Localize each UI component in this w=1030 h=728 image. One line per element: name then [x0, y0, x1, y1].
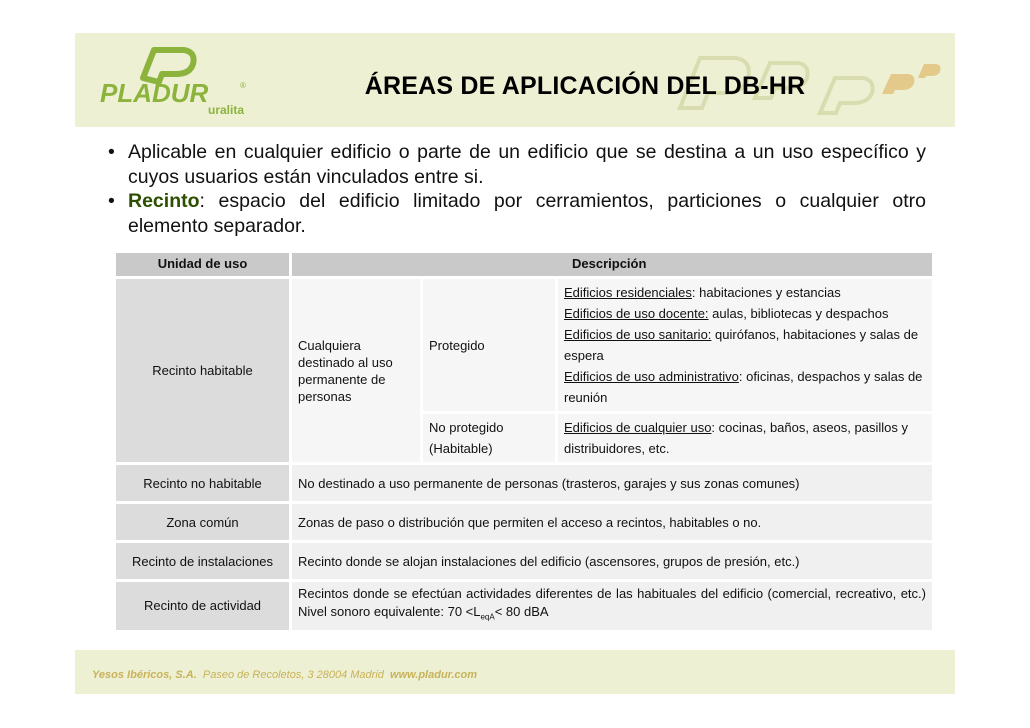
header-unidad-de-uso: Unidad de uso — [116, 253, 289, 276]
footer-address: Paseo de Recoletos, 3 28004 Madrid — [202, 669, 384, 681]
table-header-row — [116, 253, 932, 276]
pladur-logo-mark — [98, 44, 268, 118]
zona-comun-label: Zona común — [116, 504, 289, 540]
footer-text — [92, 669, 477, 681]
recinto-habitable-label: Recinto habitable — [116, 279, 289, 462]
bullet-item — [108, 140, 926, 189]
table-row — [116, 279, 932, 411]
svg-text:PLADUR: PLADUR — [100, 78, 209, 108]
recinto-instalaciones-label: Recinto de instalaciones — [116, 543, 289, 579]
recinto-no-habitable-label: Recinto no habitable — [116, 465, 289, 501]
recinto-term: Recinto — [128, 190, 200, 212]
bullet-item — [108, 189, 926, 238]
footer-web[interactable]: www.pladur.com — [390, 669, 478, 681]
actividad-desc: Recintos donde se efectúan actividades diferentes de las habituales del edificio (comercial, recreativo, etc.) Nivel sonoro equivalente: $70 <L_{eqA}< 80$ dBA — [292, 582, 932, 630]
desc-docente: Edificios de uso docente: aulas, bibliotecas y despachos — [564, 306, 889, 321]
no-protegido-cell: No protegido (Habitable) — [423, 414, 555, 462]
bullet-text: Aplicable en cualquier edificio o parte de un edificio que se destina a un uso específico y cuyos usuarios están vinculados entre si. — [128, 141, 926, 188]
header-descripcion: Descripción — [292, 253, 932, 276]
bullet-dot: • — [108, 190, 115, 212]
table-row — [116, 504, 932, 540]
table-row — [116, 543, 932, 579]
bullet-dot: • — [108, 141, 115, 163]
page-title: ÁREAS DE APLICACIÓN DEL DB-HR — [364, 72, 806, 100]
protegido-desc-cell — [558, 279, 932, 411]
desc-sanitario: Edificios de uso sanitario: quirófanos, habitaciones y salas de espera — [564, 327, 919, 363]
protegido-cell: Protegido — [423, 279, 555, 411]
svg-text:uralita: uralita — [208, 103, 245, 117]
recinto-definition: : espacio del edificio limitado por cerramientos, particiones o cualquier otro elemento separador. — [128, 190, 926, 237]
zona-comun-desc: Zonas de paso o distribución que permiten el acceso a recintos, habitables o no. — [292, 504, 932, 540]
recinto-actividad-label: Recinto de actividad — [116, 582, 289, 630]
bullet-text — [128, 189, 926, 238]
table-row — [116, 465, 932, 501]
habitable-use-cell: Cualquiera destinado al uso permanente de personas — [292, 279, 420, 462]
table-row — [116, 582, 932, 630]
desc-residenciales: Edificios residenciales: habitaciones y estancias — [564, 285, 841, 300]
bullet-list — [108, 140, 926, 238]
footer-company: Yesos Ibéricos, S.A. — [92, 669, 197, 681]
svg-text:®: ® — [240, 81, 246, 90]
pladur-logo — [98, 44, 268, 118]
no-protegido-desc-cell: Edificios de cualquier uso: cocinas, baños, aseos, pasillos y distribuidores, etc. — [558, 414, 932, 462]
use-units-table — [113, 250, 935, 633]
instalaciones-desc: Recinto donde se alojan instalaciones del edificio (ascensores, grupos de presión, etc.) — [292, 543, 932, 579]
desc-administrativo: Edificios de uso administrativo: oficinas, despachos y salas de reunión — [564, 369, 923, 405]
no-habitable-desc: No destinado a uso permanente de personas (trasteros, garajes y sus zonas comunes) — [292, 465, 932, 501]
